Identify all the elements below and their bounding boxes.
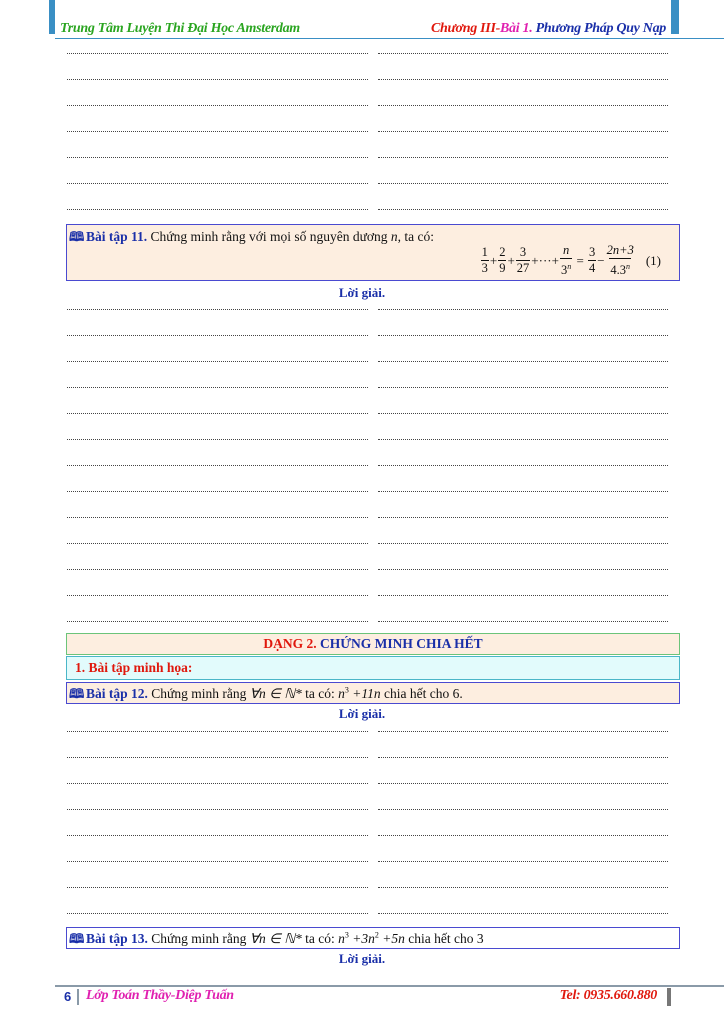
exercise-11-title: Bài tập 11. (86, 229, 148, 244)
header-chapter-title: Chương III-Bài 1. Phương Pháp Quy Nạp (430, 21, 666, 36)
exercise-12-box: 🕮 Bài tập 12. Chứng minh rằng ∀n ∈ ℕ* ta có: $n^3 +11n$ chia hết cho 6. (66, 682, 680, 704)
header-center-name: Trung Tâm Luyện Thi Đại Học Amsterdam (60, 21, 300, 36)
book-icon: 🕮 (69, 931, 85, 946)
section-illustrative-exercises: 1. Bài tập minh họa: (66, 656, 680, 680)
footer-separator (77, 989, 79, 1005)
book-icon: 🕮 (69, 229, 85, 244)
footer-phone: Tel: 0935.660.880 (559, 988, 657, 1003)
exercise-11-box: 🕮 Bài tập 11. Chứng minh rằng với mọi số nguyên dương n, ta có: $\frac{1}{3}$ + $\frac{2}{9}$ + $\frac{3}{27}$ +···+ $\frac{n}{3^n}$ = $\frac{3}{4}$ − $\frac{2n+3}{4.3^n}$ (1) (66, 224, 680, 281)
exercise-12-title: Bài tập 12. (86, 686, 148, 701)
header-right-bar (671, 0, 679, 34)
solution-label-11: Lời giải. (338, 285, 386, 300)
header-divider (55, 38, 724, 39)
solution-label-13: Lời giải. (338, 951, 386, 966)
exercise-11-formula: $\frac{1}{3}$ + $\frac{2}{9}$ + $\frac{3}{27}$ +···+ $\frac{n}{3^n}$ = $\frac{3}{4}$ − $\frac{2n+3}{4.3^n}$ (1) (481, 243, 661, 278)
footer-divider (55, 985, 724, 987)
exercise-11-statement: Chứng minh rằng với mọi số nguyên dương (147, 229, 391, 244)
page-number: 6 (64, 989, 72, 1004)
header-left-bar (49, 0, 55, 34)
solution-label-12: Lời giải. (338, 706, 386, 721)
section-dang-2: DẠNG 2. CHỨNG MINH CHIA HẾT (66, 633, 680, 655)
footer-teacher: Lớp Toán Thầy-Diệp Tuấn (86, 988, 234, 1003)
book-icon: 🕮 (69, 686, 85, 701)
exercise-13-box: 🕮 Bài tập 13. Chứng minh rằng ∀n ∈ ℕ* ta có: $n^3 +3n^2 +5n$ chia hết cho 3 (66, 927, 680, 949)
exercise-13-title: Bài tập 13. (86, 931, 148, 946)
footer-right-bar (667, 988, 671, 1006)
